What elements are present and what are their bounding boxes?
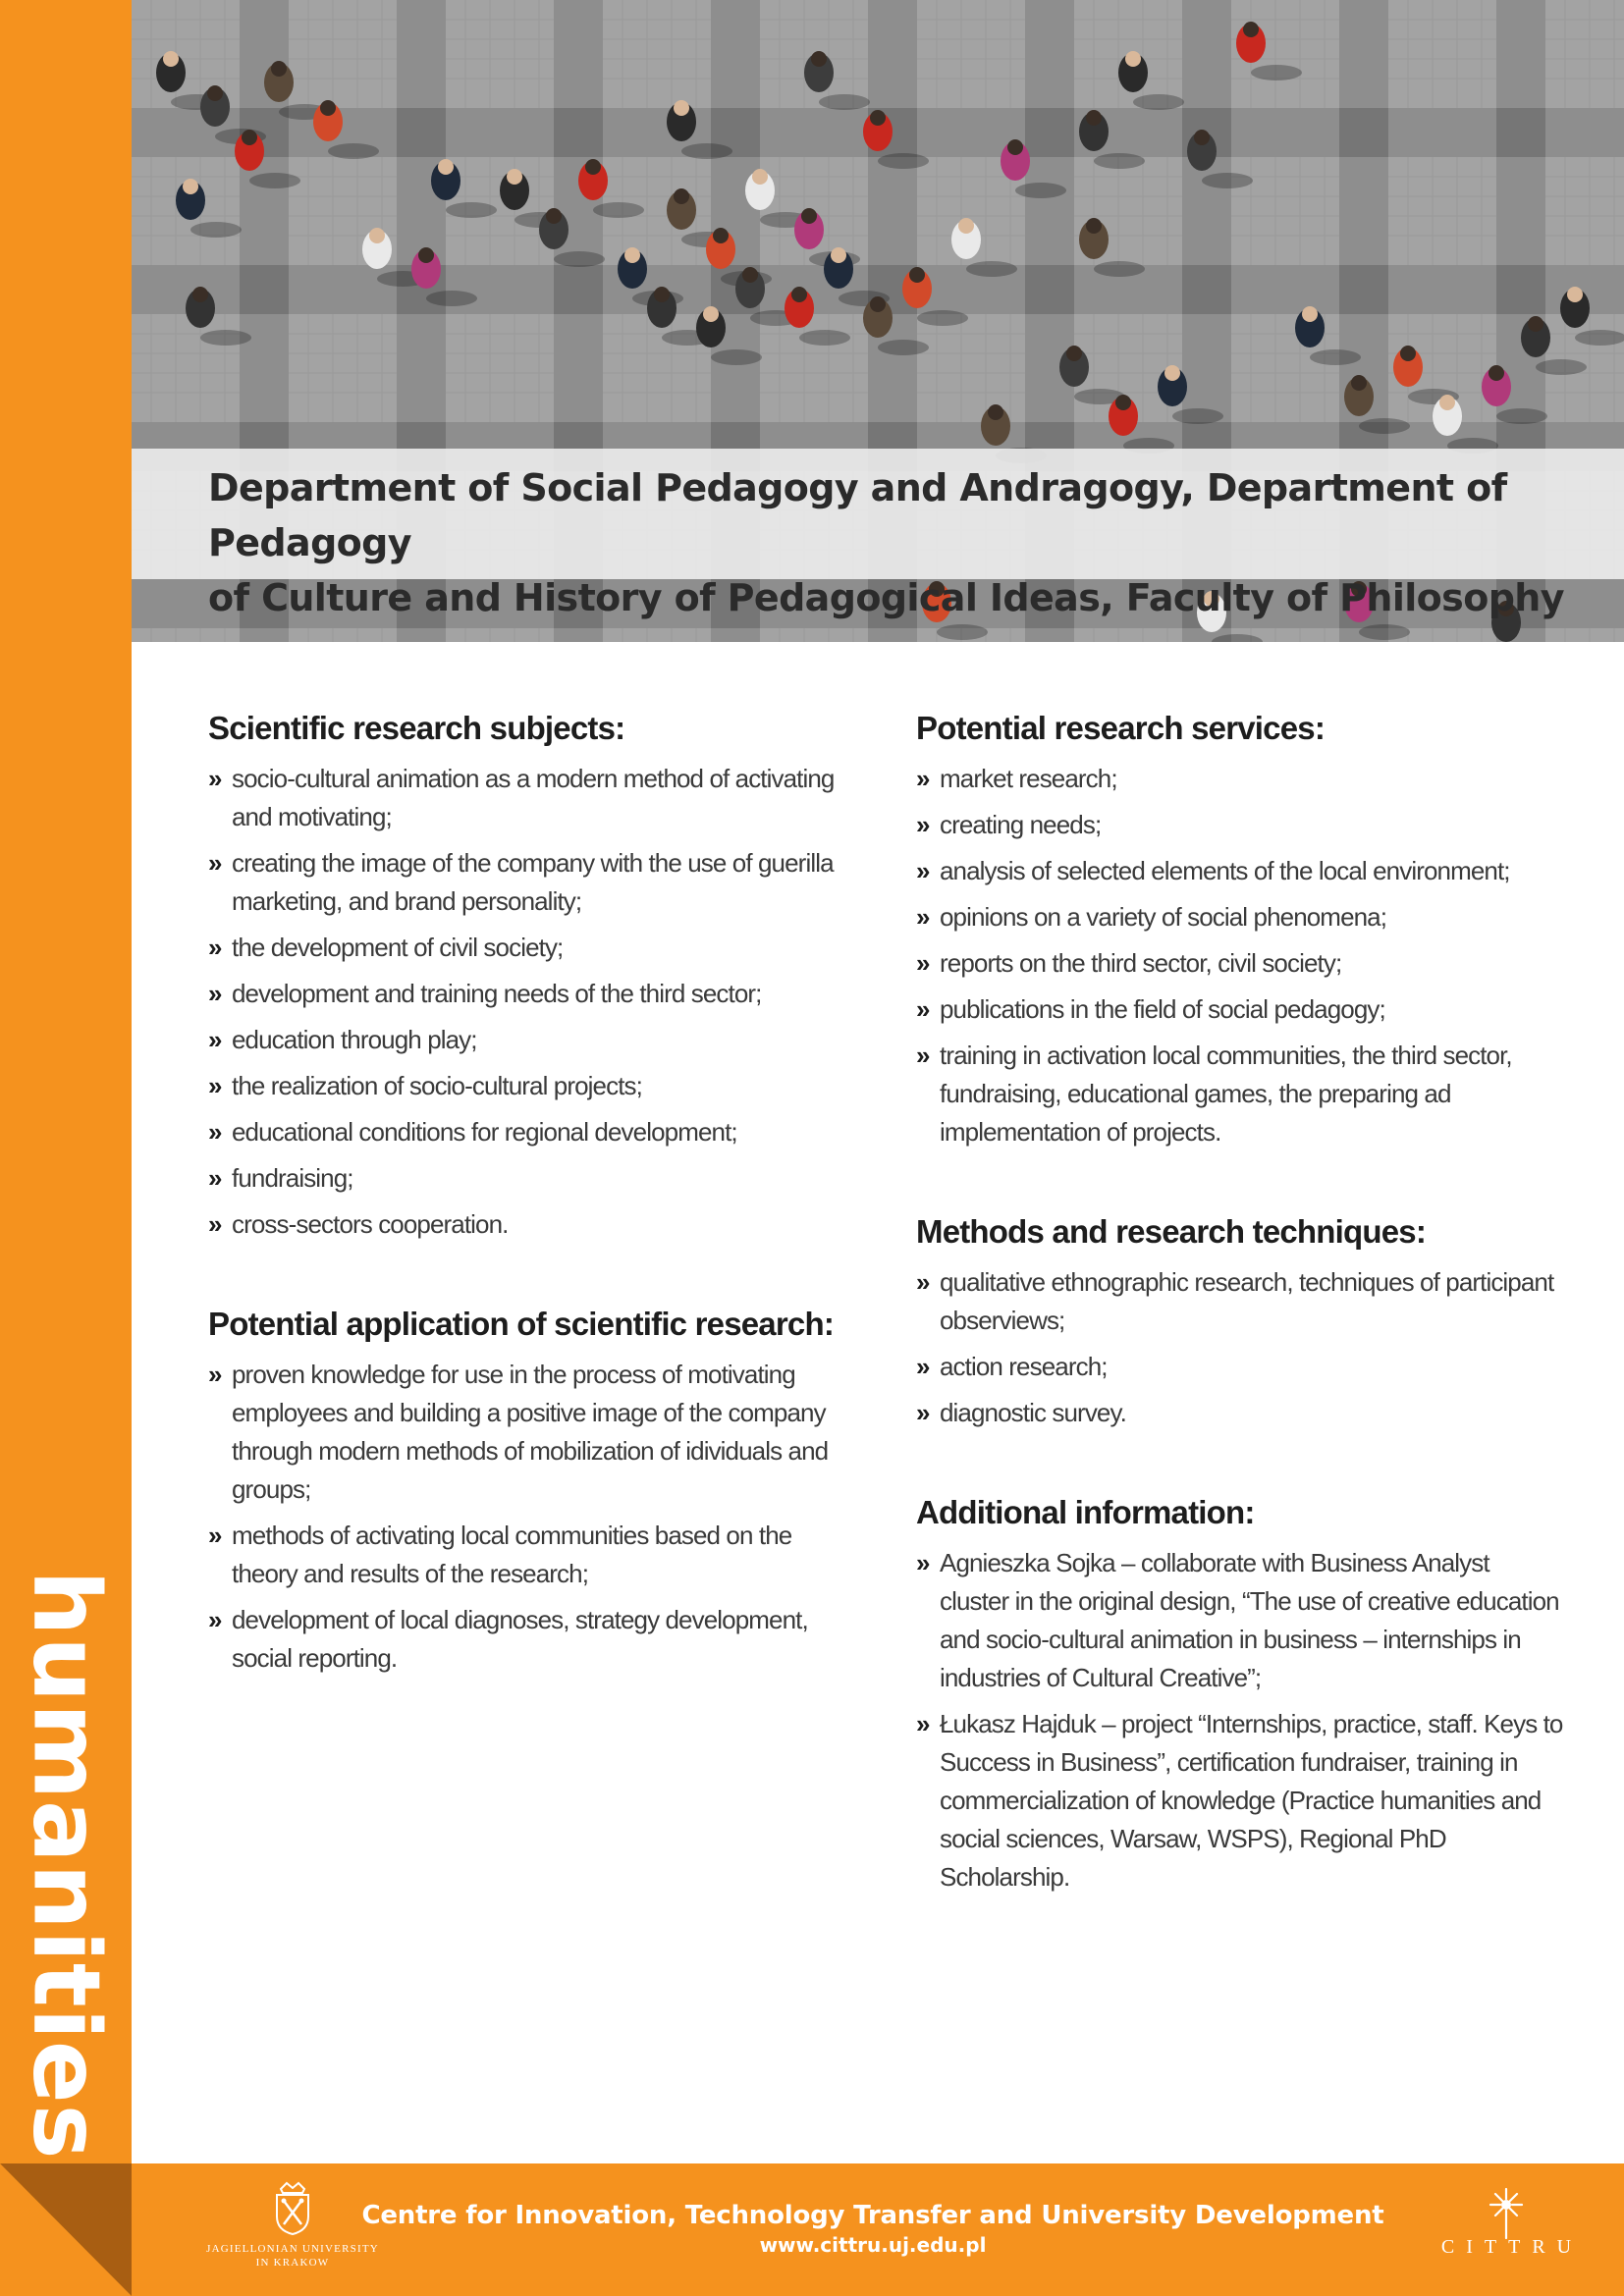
section-heading: Scientific research subjects: [208,710,625,746]
footer [132,2163,1624,2296]
bullet-mark: » [208,1117,222,1147]
bullet-mark: » [916,902,930,932]
bullet-mark: » [208,933,222,962]
list-item-text: Łukasz Hajduk – project “Internships, practice, staff. Keys to Success in Business”, certification fundraiser, training in commercialization of knowledge (Practice humanities and social sciences, Warsaw, WSPS), Regional PhD Scholarship. [940,1709,1563,1892]
list-item [916,806,1564,844]
section-potential-application [208,1303,856,1678]
list-item [916,760,1564,798]
bullet-mark: » [916,1041,930,1070]
bullet-mark: » [208,848,222,878]
list-item-text: reports on the third sector, civil society; [940,948,1342,978]
list-item [208,1205,856,1244]
list-item-text: education through play; [232,1025,477,1054]
list-item [916,852,1564,890]
crossed-sceptres-crest-icon [271,2179,314,2236]
bullet-mark: » [208,1071,222,1100]
section-heading: Methods and research techniques: [916,1213,1427,1250]
list-item [208,929,856,967]
title-band [132,449,1624,619]
section-heading: Potential research services: [916,710,1326,746]
corner-triangle [0,2163,132,2296]
list-item [916,1263,1564,1340]
section-methods [916,1210,1564,1432]
bullet-mark: » [916,1352,930,1381]
list-item [916,990,1564,1029]
spark-figure-icon [1477,2187,1536,2240]
list-item-text: diagnostic survey. [940,1398,1126,1427]
bullet-mark: » [208,1025,222,1054]
bullet-list [208,1356,856,1678]
bullet-mark: » [208,1209,222,1239]
list-item-text: market research; [940,764,1117,793]
list-item [916,1544,1564,1697]
bullet-mark: » [916,1267,930,1297]
bullet-list [916,1544,1564,1896]
list-item-text: opinions on a variety of social phenomena; [940,902,1387,932]
page-title-line-1: Department of Social Pedagogy and Andragogy, Department of Pedagogy [208,466,1507,564]
list-item [916,1348,1564,1386]
list-item-text: educational conditions for regional development; [232,1117,737,1147]
list-item-text: methods of activating local communities based on the theory and results of the research; [232,1521,792,1588]
cittru-logo [1408,2187,1604,2275]
side-label: humanities [12,1570,120,2161]
footer-centre [328,2199,1418,2258]
list-item-text: creating needs; [940,810,1102,839]
list-item [208,1159,856,1198]
list-item [916,898,1564,936]
list-item [916,944,1564,983]
list-item-text: Agnieszka Sojka – collaborate with Business Analyst cluster in the original design, “The use of creative education and socio-cultural animation in business – internships in industries of Cultural Creative”; [940,1548,1559,1692]
list-item-text: proven knowledge for use in the process of motivating employees and building a positive image of the company through modern methods of mobilization of idividuals and groups; [232,1360,829,1504]
list-item-text: socio-cultural animation as a modern method of activating and motivating; [232,764,835,831]
section-additional-information [916,1491,1564,1896]
list-item-text: analysis of selected elements of the local environment; [940,856,1510,885]
list-item [208,1021,856,1059]
bullet-mark: » [208,1360,222,1389]
list-item-text: qualitative ethnographic research, techniques of participant observiews; [940,1267,1554,1335]
bullet-list [916,760,1564,1151]
bullet-mark: » [208,1521,222,1550]
section-heading: Potential application of scientific research: [208,1306,835,1342]
bullet-mark: » [208,979,222,1008]
list-item [916,1705,1564,1896]
list-item [916,1394,1564,1432]
list-item-text: fundraising; [232,1163,353,1193]
list-item [916,1037,1564,1151]
bullet-mark: » [916,1709,930,1738]
list-item [208,1356,856,1509]
page-title-line-2: of Culture and History of Pedagogical Ideas, Faculty of Philosophy [208,576,1564,619]
bullet-mark: » [916,1548,930,1577]
bullet-mark: » [916,856,930,885]
list-item-text: the development of civil society; [232,933,564,962]
section-heading: Additional information: [916,1494,1255,1530]
bullet-list [916,1263,1564,1432]
bullet-mark: » [208,764,222,793]
list-item-text: the realization of socio-cultural projects; [232,1071,642,1100]
bullet-list [208,760,856,1244]
cittru-wordmark: CITTRU [1440,2236,1584,2258]
list-item-text: development of local diagnoses, strategy development, social reporting. [232,1605,808,1673]
section-research-subjects [208,707,856,1244]
right-column [916,707,1564,1955]
list-item [208,1113,856,1151]
bullet-mark: » [916,1398,930,1427]
list-item-text: action research; [940,1352,1108,1381]
bullet-mark: » [208,1163,222,1193]
list-item [208,1601,856,1678]
side-band [0,0,132,2296]
list-item-text: training in activation local communities, the third sector, fundraising, educational games, the preparing ad implementation of projects. [940,1041,1512,1147]
list-item-text: cross-sectors cooperation. [232,1209,509,1239]
list-item-text: publications in the field of social pedagogy; [940,994,1385,1024]
left-column [208,707,856,1736]
list-item [208,975,856,1013]
bullet-mark: » [208,1605,222,1634]
bullet-mark: » [916,764,930,793]
list-item [208,1067,856,1105]
list-item [208,1517,856,1593]
list-item-text: development and training needs of the third sector; [232,979,762,1008]
footer-title: Centre for Innovation, Technology Transfer and University Development [361,2201,1384,2230]
bullet-mark: » [916,994,930,1024]
uj-logo-line-2: IN KRAKOW [255,2257,330,2269]
bullet-mark: » [916,948,930,978]
section-research-services [916,707,1564,1151]
page-title [208,460,1602,625]
list-item [208,844,856,921]
bullet-mark: » [916,810,930,839]
footer-url-link[interactable]: www.cittru.uj.edu.pl [759,2233,987,2257]
uj-logo-line-1: JAGIELLONIAN UNIVERSITY [206,2243,379,2255]
list-item-text: creating the image of the company with the use of guerilla marketing, and brand personality; [232,848,834,916]
list-item [208,760,856,836]
